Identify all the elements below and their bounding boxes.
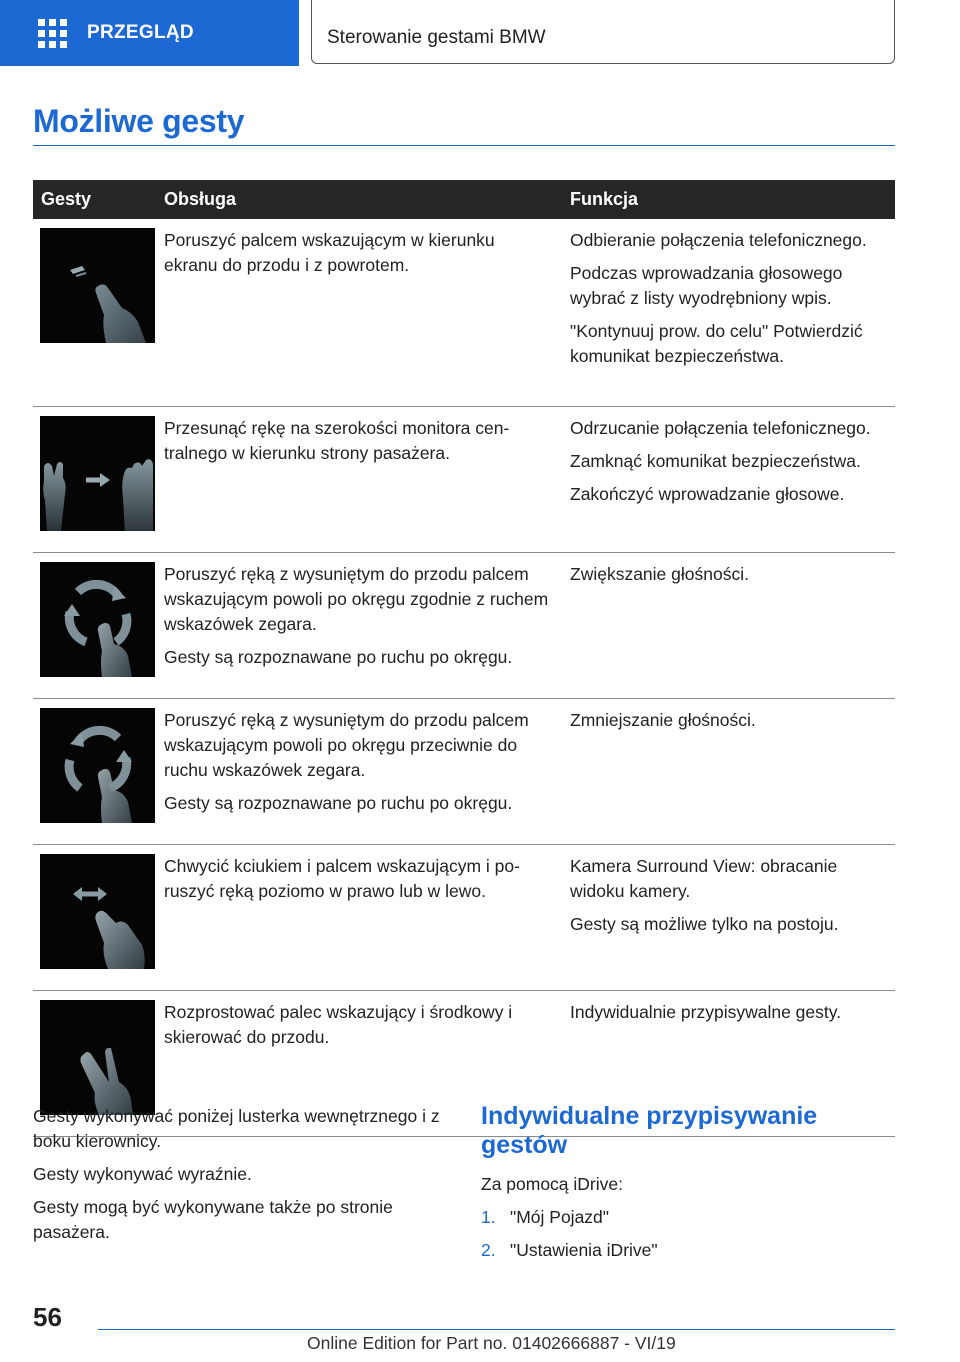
custom-gestures-section — [481, 1102, 895, 1271]
list-item — [481, 1238, 895, 1263]
operation-text: Poruszyć palcem wskazującym w kierunku ekranu do przodu i z powrotem. — [164, 230, 495, 275]
circle-counterclockwise-icon — [40, 708, 155, 823]
overview-tab-label: PRZEGLĄD — [87, 22, 194, 43]
function-text: Podczas wprowadzania głosowego wybrać z listy wyodrębniony wpis. — [570, 263, 843, 308]
operation-cell — [156, 407, 562, 553]
hand-swipe-icon — [40, 416, 155, 531]
step-number: 1. — [481, 1207, 496, 1227]
function-text: Zmniejszanie głośności. — [570, 710, 756, 730]
operation-cell — [156, 553, 562, 699]
page-title: Możliwe gesty — [33, 103, 245, 139]
breadcrumb-text: Sterowanie gestami BMW — [327, 27, 546, 48]
gestures-table — [33, 180, 895, 1137]
function-cell — [562, 553, 895, 699]
overview-tab[interactable] — [0, 0, 299, 66]
step-text: "Ustawienia iDrive" — [510, 1240, 658, 1260]
function-text: Odrzucanie połączenia telefonicznego. — [570, 418, 871, 438]
function-text: "Kontynuuj prow. do celu" Potwierdzić komunikat bezpieczeństwa. — [570, 321, 863, 366]
function-text: Indywidualnie przypisywalne gesty. — [570, 1002, 842, 1022]
operation-cell — [156, 219, 562, 407]
operation-cell — [156, 699, 562, 845]
operation-text: Rozprostować palec wskazujący i środkowy i skierować do przodu. — [164, 1002, 513, 1047]
breadcrumb[interactable] — [311, 0, 895, 64]
table-row — [33, 845, 895, 991]
function-cell — [562, 699, 895, 845]
table-header-row — [33, 180, 895, 219]
step-text: "Mój Pojazd" — [510, 1207, 609, 1227]
title-divider — [33, 145, 895, 146]
function-cell — [562, 219, 895, 407]
note-text: Gesty mogą być wykonywane także po stronie pasażera. — [33, 1197, 393, 1242]
footer-edition-text: Online Edition for Part no. 01402666887 - VI/19 — [307, 1333, 676, 1353]
page-number: 56 — [33, 1302, 62, 1332]
grid-icon — [38, 19, 67, 48]
table-row — [33, 407, 895, 553]
operation-text: Poruszyć ręką z wysuniętym do przodu palcem wskazującym powoli po okręgu przeciwnie do ruchu wskazówek zegara. — [164, 710, 529, 780]
function-cell — [562, 845, 895, 991]
step-number: 2. — [481, 1240, 496, 1260]
function-text: Gesty są możliwe tylko na postoju. — [570, 914, 839, 934]
steps-list — [481, 1205, 895, 1263]
column-header-operation: Obsługa — [156, 180, 562, 219]
operation-text: Gesty są rozpoznawane po ruchu po okręgu. — [164, 793, 513, 813]
function-cell — [562, 407, 895, 553]
note-text: Gesty wykonywać wyraźnie. — [33, 1164, 252, 1184]
function-text: Zakończyć wprowadzanie głosowe. — [570, 484, 845, 504]
table-row — [33, 553, 895, 699]
operation-text: Przesunąć rękę na szerokości monitora centralnego w kierunku strony pasażera. — [164, 418, 510, 463]
section-title: Indywidualne przypisywanie gestów — [481, 1102, 818, 1159]
operation-text: Gesty są rozpoznawane po ruchu po okręgu. — [164, 647, 513, 667]
function-text: Kamera Surround View: obracanie widoku kamery. — [570, 856, 838, 901]
list-item — [481, 1205, 895, 1230]
usage-notes — [33, 1104, 443, 1253]
two-fingers-icon — [40, 1000, 155, 1115]
table-row — [33, 699, 895, 845]
column-header-gestures: Gesty — [33, 180, 156, 219]
function-text: Odbieranie połączenia telefonicznego. — [570, 230, 867, 250]
section-intro: Za pomocą iDrive: — [481, 1174, 623, 1194]
finger-poke-icon — [40, 228, 155, 343]
column-header-function: Funkcja — [562, 180, 895, 219]
operation-cell — [156, 845, 562, 991]
table-row — [33, 219, 895, 407]
operation-text: Poruszyć ręką z wysuniętym do przodu palcem wskazującym powoli po okręgu zgodnie z ruchem wskazówek zegara. — [164, 564, 549, 634]
operation-text: Chwycić kciukiem i palcem wskazującym i poruszyć ręką poziomo w prawo lub w lewo. — [164, 856, 520, 901]
circle-clockwise-icon — [40, 562, 155, 677]
note-text: Gesty wykonywać poniżej lusterka wewnętrznego i z boku kierownicy. — [33, 1106, 440, 1151]
pinch-drag-icon — [40, 854, 155, 969]
footer-divider — [98, 1329, 895, 1330]
header — [0, 0, 960, 66]
function-text: Zamknąć komunikat bezpieczeństwa. — [570, 451, 861, 471]
function-text: Zwiększanie głośności. — [570, 564, 749, 584]
